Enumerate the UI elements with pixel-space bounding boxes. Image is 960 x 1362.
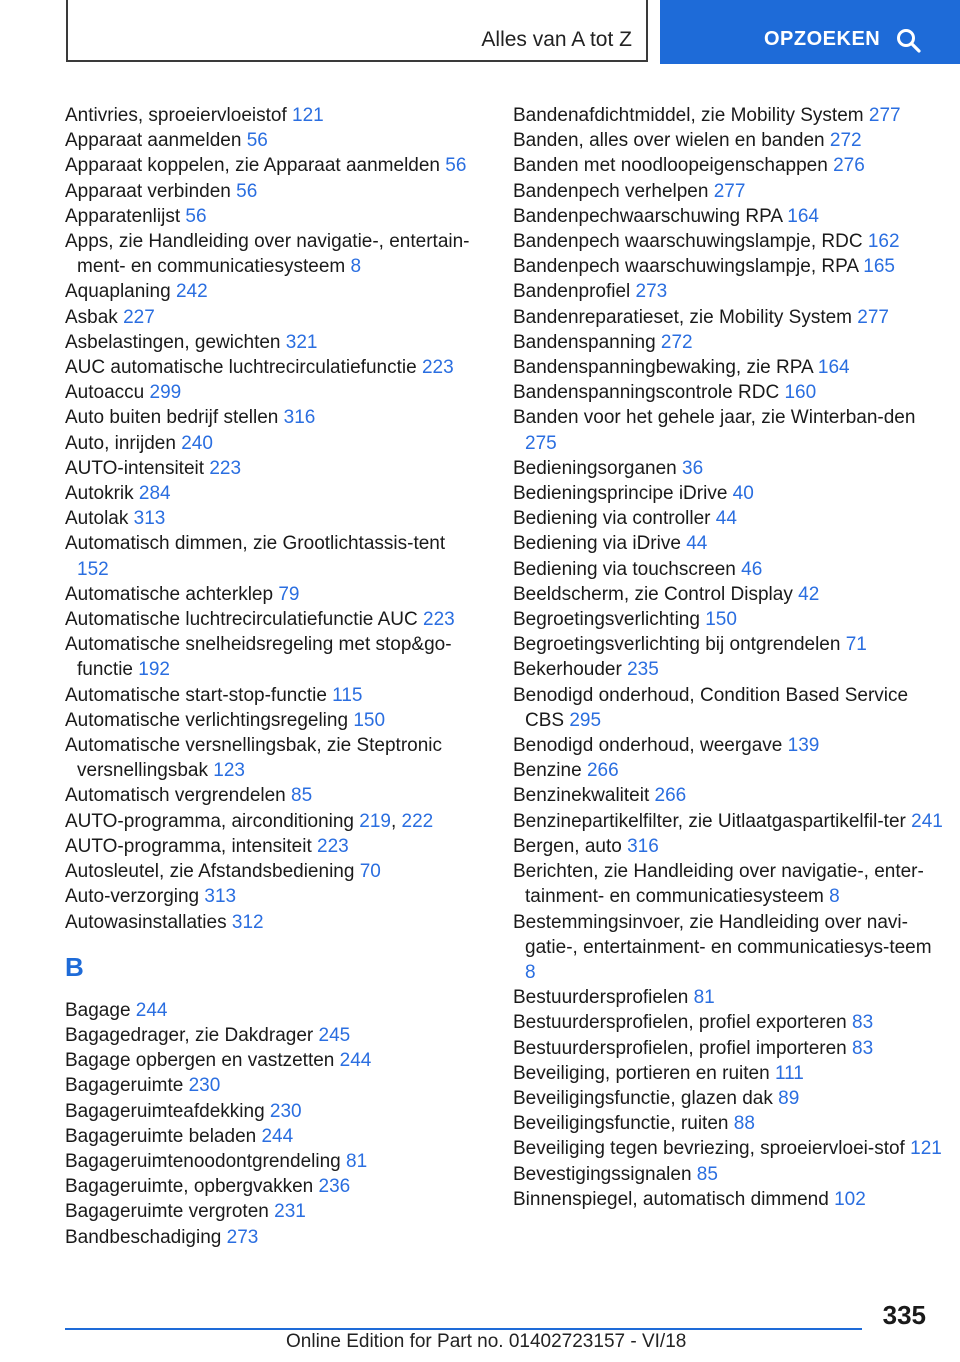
index-term: Banden, alles over wielen en banden	[513, 130, 825, 152]
page-link[interactable]: 44	[715, 508, 737, 530]
index-term: Banden voor het gehele jaar, zie Winterban-den	[513, 407, 916, 429]
page-link[interactable]: 244	[135, 999, 168, 1021]
page-link[interactable]: 79	[278, 583, 300, 605]
index-term: Bestemmingsinvoer, zie Handleiding over navi-gatie-, entertainment- en communicatiesys-teem	[513, 911, 932, 958]
index-entry	[65, 1199, 480, 1224]
index-entry	[513, 103, 943, 128]
page-link[interactable]: 277	[713, 180, 746, 202]
page-link[interactable]: 277	[857, 306, 889, 328]
index-list-b	[65, 998, 480, 1250]
index-entry	[513, 179, 943, 204]
index-term: Apparaat aanmelden	[65, 130, 242, 152]
index-term: Beveiligingsfunctie, glazen dak	[513, 1087, 773, 1109]
page-link[interactable]: 88	[733, 1113, 755, 1135]
index-term: Bandenspanningscontrole RDC	[513, 382, 780, 404]
page-link[interactable]: 164	[787, 205, 819, 227]
index-entry	[65, 582, 480, 607]
page-link[interactable]: 164	[817, 357, 850, 379]
index-term: Bandenpechwaarschuwing RPA	[513, 205, 782, 227]
page-link[interactable]: 223	[317, 835, 349, 857]
page-link[interactable]: 313	[204, 886, 237, 908]
index-term: AUTO-programma, intensiteit	[65, 835, 312, 857]
index-term: Automatisch vergrendelen	[65, 785, 286, 807]
page-link[interactable]: 231	[274, 1201, 306, 1223]
page-link[interactable]: 276	[833, 155, 865, 177]
index-entry	[513, 834, 943, 859]
index-entry	[65, 305, 480, 330]
index-term: Bedieningsorganen	[513, 457, 677, 479]
index-entry	[513, 380, 943, 405]
page-link[interactable]: 235	[627, 659, 659, 681]
index-list-a	[65, 103, 480, 935]
index-entry	[513, 229, 943, 254]
index-term: Autokrik	[65, 483, 134, 505]
page-link[interactable]: 223	[421, 357, 454, 379]
page-link[interactable]: 244	[339, 1050, 372, 1072]
index-entry	[65, 632, 480, 682]
index-term: Bandenspanningbewaking, zie RPA	[513, 357, 813, 379]
page-link[interactable]: 81	[346, 1150, 368, 1172]
index-entry	[65, 153, 480, 178]
index-entry	[513, 305, 943, 330]
page-link[interactable]: 8	[525, 961, 536, 983]
page-link[interactable]: 40	[732, 483, 754, 505]
index-term: Apps, zie Handleiding over navigatie-, entertain-ment- en communicatiesysteem	[65, 231, 470, 278]
index-entry	[513, 985, 943, 1010]
search-button[interactable]	[660, 0, 960, 64]
index-term: Bestuurdersprofielen	[513, 987, 689, 1009]
index-entry	[513, 783, 943, 808]
index-term: Bagageruimtenoodontgrendeling	[65, 1150, 341, 1172]
index-entry	[65, 998, 480, 1023]
index-term: Autowasinstallaties	[65, 911, 227, 933]
index-entry	[65, 910, 480, 935]
index-term: Bagageruimte	[65, 1075, 184, 1097]
index-entry	[65, 204, 480, 229]
index-entry	[65, 103, 480, 128]
index-entry	[513, 355, 943, 380]
footer-divider	[65, 1328, 862, 1330]
page-link[interactable]: 85	[696, 1163, 718, 1185]
index-entry	[65, 1048, 480, 1073]
index-entry	[513, 330, 943, 355]
page-link[interactable]: 242	[175, 281, 208, 303]
index-entry	[513, 254, 943, 279]
index-entry	[65, 380, 480, 405]
search-button-label: OPZOEKEN	[764, 28, 881, 50]
page-link[interactable]: 150	[705, 609, 737, 631]
page-link[interactable]: 123	[213, 760, 245, 782]
index-term: Autolak	[65, 508, 129, 530]
index-entry	[513, 758, 943, 783]
footer-edition-text: Online Edition for Part no. 01402723157 - VI/18	[286, 1331, 687, 1352]
index-entry	[65, 884, 480, 909]
index-term: Bekerhouder	[513, 659, 622, 681]
index-entry	[65, 733, 480, 783]
index-term: Automatisch dimmen, zie Grootlichtassis-tent	[65, 533, 446, 555]
index-entry	[65, 506, 480, 531]
page-link[interactable]: 219	[359, 810, 391, 832]
index-entry: AUTO-programma, airconditioning 219, 222	[65, 810, 434, 832]
page-link[interactable]: 89	[778, 1087, 800, 1109]
index-term: Bediening via iDrive	[513, 533, 681, 555]
index-term: Bagageruimteafdekking	[65, 1100, 265, 1122]
page-link[interactable]: 272	[660, 331, 693, 353]
index-entry	[513, 683, 943, 733]
page-link[interactable]: 56	[236, 180, 258, 202]
index-column-right	[513, 103, 943, 1212]
index-term: Autosleutel, zie Afstandsbediening	[65, 861, 355, 883]
index-term: Bandenpech waarschuwingslampje, RPA	[513, 256, 859, 278]
index-term: Asbelastingen, gewichten	[65, 331, 281, 353]
index-term: Bedieningsprincipe iDrive	[513, 483, 728, 505]
index-term: Automatische start-stop-functie	[65, 684, 327, 706]
index-entry	[513, 582, 943, 607]
index-term: Bandenreparatieset, zie Mobility System	[513, 306, 852, 328]
page-link[interactable]: 240	[181, 432, 213, 454]
index-entry	[65, 1174, 480, 1199]
page-link[interactable]: 44	[686, 533, 708, 555]
index-term: Bagagedrager, zie Dakdrager	[65, 1024, 314, 1046]
page-link[interactable]: 227	[123, 306, 155, 328]
index-term: AUTO-programma, airconditioning	[65, 810, 354, 832]
page-link[interactable]: 162	[867, 231, 900, 253]
index-term: Banden met noodloopeigenschappen	[513, 155, 828, 177]
index-entry	[513, 809, 943, 834]
page-link[interactable]: 139	[787, 735, 820, 757]
index-entry	[513, 279, 943, 304]
page-link[interactable]: 230	[188, 1075, 221, 1097]
index-entry	[65, 1124, 480, 1149]
index-term: Benzinepartikelfilter, zie Uitlaatgaspartikelfil-ter	[513, 810, 906, 832]
index-entry	[513, 204, 943, 229]
page-link[interactable]: 284	[138, 483, 171, 505]
page-header	[0, 0, 960, 66]
index-term: Bagage	[65, 999, 131, 1021]
index-term: Bandenprofiel	[513, 281, 631, 303]
page-link[interactable]: 313	[133, 508, 166, 530]
index-entry	[65, 355, 480, 380]
index-term: Bestuurdersprofielen, profiel exporteren	[513, 1012, 847, 1034]
page-link[interactable]: 192	[138, 659, 170, 681]
page-link[interactable]: 299	[149, 382, 182, 404]
index-entry	[513, 910, 943, 986]
page-link[interactable]: 312	[231, 911, 264, 933]
page-link[interactable]: 150	[353, 709, 386, 731]
index-term: Beveiligingsfunctie, ruiten	[513, 1113, 729, 1135]
page-link[interactable]: 152	[77, 558, 109, 580]
index-entry	[513, 405, 943, 455]
index-term: Binnenspiegel, automatisch dimmend	[513, 1188, 829, 1210]
index-term: Begroetingsverlichting	[513, 609, 700, 631]
index-entry	[65, 431, 480, 456]
page-link[interactable]: 8	[350, 256, 362, 278]
page-link[interactable]: 295	[569, 709, 602, 731]
page-link[interactable]: 36	[682, 457, 704, 479]
index-entry	[65, 607, 480, 632]
index-entry	[513, 859, 943, 909]
page-link[interactable]: 236	[318, 1176, 351, 1198]
page-link[interactable]: 272	[829, 130, 862, 152]
index-entry	[513, 557, 943, 582]
page-link[interactable]: 115	[332, 684, 363, 706]
index-entry	[513, 1036, 943, 1061]
index-term: Bevestigingssignalen	[513, 1163, 692, 1185]
page-link[interactable]: 277	[868, 105, 901, 126]
index-list-b-continued	[513, 103, 943, 1212]
page-link[interactable]: 222	[401, 810, 434, 832]
index-entry	[65, 708, 480, 733]
index-entry	[65, 279, 480, 304]
page-link[interactable]: 273	[635, 281, 668, 303]
page-link[interactable]: 165	[863, 256, 895, 278]
index-term: Automatische snelheidsregeling met stop&go-functie	[65, 634, 452, 681]
index-entry	[513, 1162, 943, 1187]
index-entry	[513, 1187, 943, 1212]
page-link[interactable]: 245	[318, 1024, 351, 1046]
index-entry	[65, 481, 480, 506]
page-link[interactable]: 316	[627, 835, 659, 857]
page-link[interactable]: 223	[209, 457, 242, 479]
index-entry	[513, 1061, 943, 1086]
index-term: Beveiliging, portieren en ruiten	[513, 1062, 770, 1084]
index-term: AUTO-intensiteit	[65, 457, 205, 479]
index-entry	[65, 330, 480, 355]
index-entry	[65, 128, 480, 153]
index-term: Auto buiten bedrijf stellen	[65, 407, 279, 429]
index-term: Beveiliging tegen bevriezing, sproeiervloei-stof	[513, 1138, 905, 1160]
index-tab-label: Alles van A tot Z	[481, 28, 632, 51]
index-term: Antivries, sproeiervloeistof	[65, 105, 287, 126]
page-link[interactable]: 275	[525, 432, 557, 454]
index-term: Aquaplaning	[65, 281, 171, 303]
index-entry	[513, 733, 943, 758]
page-link[interactable]: 102	[834, 1188, 866, 1210]
index-entry	[513, 1136, 943, 1161]
index-term: Beeldscherm, zie Control Display	[513, 583, 793, 605]
index-entry	[65, 859, 480, 884]
index-term: Apparatenlijst	[65, 205, 181, 227]
page-link[interactable]: 316	[283, 407, 316, 429]
index-entry	[513, 128, 943, 153]
index-entry	[513, 456, 943, 481]
index-entry	[65, 1073, 480, 1098]
index-term: Bagage opbergen en vastzetten	[65, 1050, 335, 1072]
page-link[interactable]: 111	[774, 1062, 804, 1084]
index-column-left	[65, 103, 480, 1250]
magnifier-icon	[896, 28, 922, 54]
index-entry	[513, 1111, 943, 1136]
page-link[interactable]: 56	[185, 205, 207, 227]
index-entry	[65, 229, 480, 279]
index-tab[interactable]	[66, 0, 648, 62]
index-entry	[513, 1086, 943, 1111]
index-term: Bagageruimte beladen	[65, 1125, 257, 1147]
index-term: Asbak	[65, 306, 118, 328]
index-term: Automatische luchtrecirculatiefunctie AUC	[65, 609, 418, 631]
index-term: Automatische verlichtingsregeling	[65, 709, 349, 731]
index-term: Autoaccu	[65, 382, 145, 404]
index-term: Bandenpech waarschuwingslampje, RDC	[513, 231, 863, 253]
page-link[interactable]: 83	[852, 1012, 874, 1034]
page-link[interactable]: 71	[845, 634, 867, 656]
page-link[interactable]: 241	[911, 810, 943, 832]
index-entry	[513, 607, 943, 632]
index-entry	[65, 1149, 480, 1174]
index-entry	[65, 531, 480, 581]
index-term: Bandenspanning	[513, 331, 656, 353]
index-term: Automatische versnellingsbak, zie Steptronic versnellingsbak	[65, 735, 443, 782]
index-term: Bestuurdersprofielen, profiel importeren	[513, 1037, 847, 1059]
index-term: Apparaat koppelen, zie Apparaat aanmelden	[65, 155, 440, 177]
index-entry	[513, 632, 943, 657]
page-link[interactable]: 46	[741, 558, 763, 580]
index-term: Bandenpech verhelpen	[513, 180, 709, 202]
index-term: Apparaat verbinden	[65, 180, 231, 202]
index-entry	[65, 1023, 480, 1048]
page-link[interactable]: 230	[269, 1100, 302, 1122]
page-link[interactable]: 81	[693, 987, 715, 1009]
page-link[interactable]: 8	[829, 886, 840, 908]
index-term: Bediening via controller	[513, 508, 711, 530]
page-link[interactable]: 121	[292, 105, 324, 126]
index-term: AUC automatische luchtrecirculatiefunctie	[65, 357, 417, 379]
page-link[interactable]: 56	[445, 155, 467, 177]
index-term: Bandenafdichtmiddel, zie Mobility System	[513, 105, 864, 126]
page-link[interactable]: 56	[246, 130, 268, 152]
page-link[interactable]: 244	[261, 1125, 294, 1147]
index-term: Bagageruimte, opbergvakken	[65, 1176, 314, 1198]
index-term: Bagageruimte vergroten	[65, 1201, 269, 1223]
index-entry	[65, 783, 480, 808]
page-link[interactable]: 321	[285, 331, 318, 353]
index-entry	[65, 1225, 480, 1250]
page-link[interactable]: 273	[226, 1226, 259, 1248]
index-term: Benzine	[513, 760, 582, 782]
index-entry	[513, 657, 943, 682]
index-term: Automatische achterklep	[65, 583, 274, 605]
index-term: Berichten, zie Handleiding over navigatie-, enter-tainment- en communicatiesysteem	[513, 861, 924, 908]
index-entry	[65, 834, 480, 859]
index-term: Benodigd onderhoud, Condition Based Service CBS	[513, 684, 909, 731]
index-term: Begroetingsverlichting bij ontgrendelen	[513, 634, 841, 656]
page-link[interactable]: 223	[423, 609, 455, 631]
page-link[interactable]: 160	[784, 382, 817, 404]
index-entry	[513, 1010, 943, 1035]
index-term: Benodigd onderhoud, weergave	[513, 735, 783, 757]
index-entry	[65, 1099, 480, 1124]
index-entry	[513, 153, 943, 178]
index-term: Auto-verzorging	[65, 886, 200, 908]
page-link[interactable]: 121	[910, 1138, 942, 1160]
section-letter-b: B	[65, 951, 84, 982]
index-entry	[65, 405, 480, 430]
index-entry	[65, 456, 480, 481]
page-link[interactable]: 42	[798, 583, 820, 605]
page-link[interactable]: 266	[586, 760, 619, 782]
index-term: Bediening via touchscreen	[513, 558, 736, 580]
index-term: Bergen, auto	[513, 835, 622, 857]
page-link[interactable]: 70	[359, 861, 381, 883]
index-entry	[65, 683, 480, 708]
page-number: 335	[882, 1300, 926, 1330]
index-entry	[513, 506, 943, 531]
index-entry	[513, 481, 943, 506]
index-entry	[513, 531, 943, 556]
index-term: Benzinekwaliteit	[513, 785, 650, 807]
index-term: Auto, inrijden	[65, 432, 176, 454]
index-term: Bandbeschadiging	[65, 1226, 222, 1248]
index-entry	[65, 179, 480, 204]
page-link[interactable]: 83	[852, 1037, 874, 1059]
page-link[interactable]: 85	[291, 785, 313, 807]
page-link[interactable]: 266	[654, 785, 687, 807]
